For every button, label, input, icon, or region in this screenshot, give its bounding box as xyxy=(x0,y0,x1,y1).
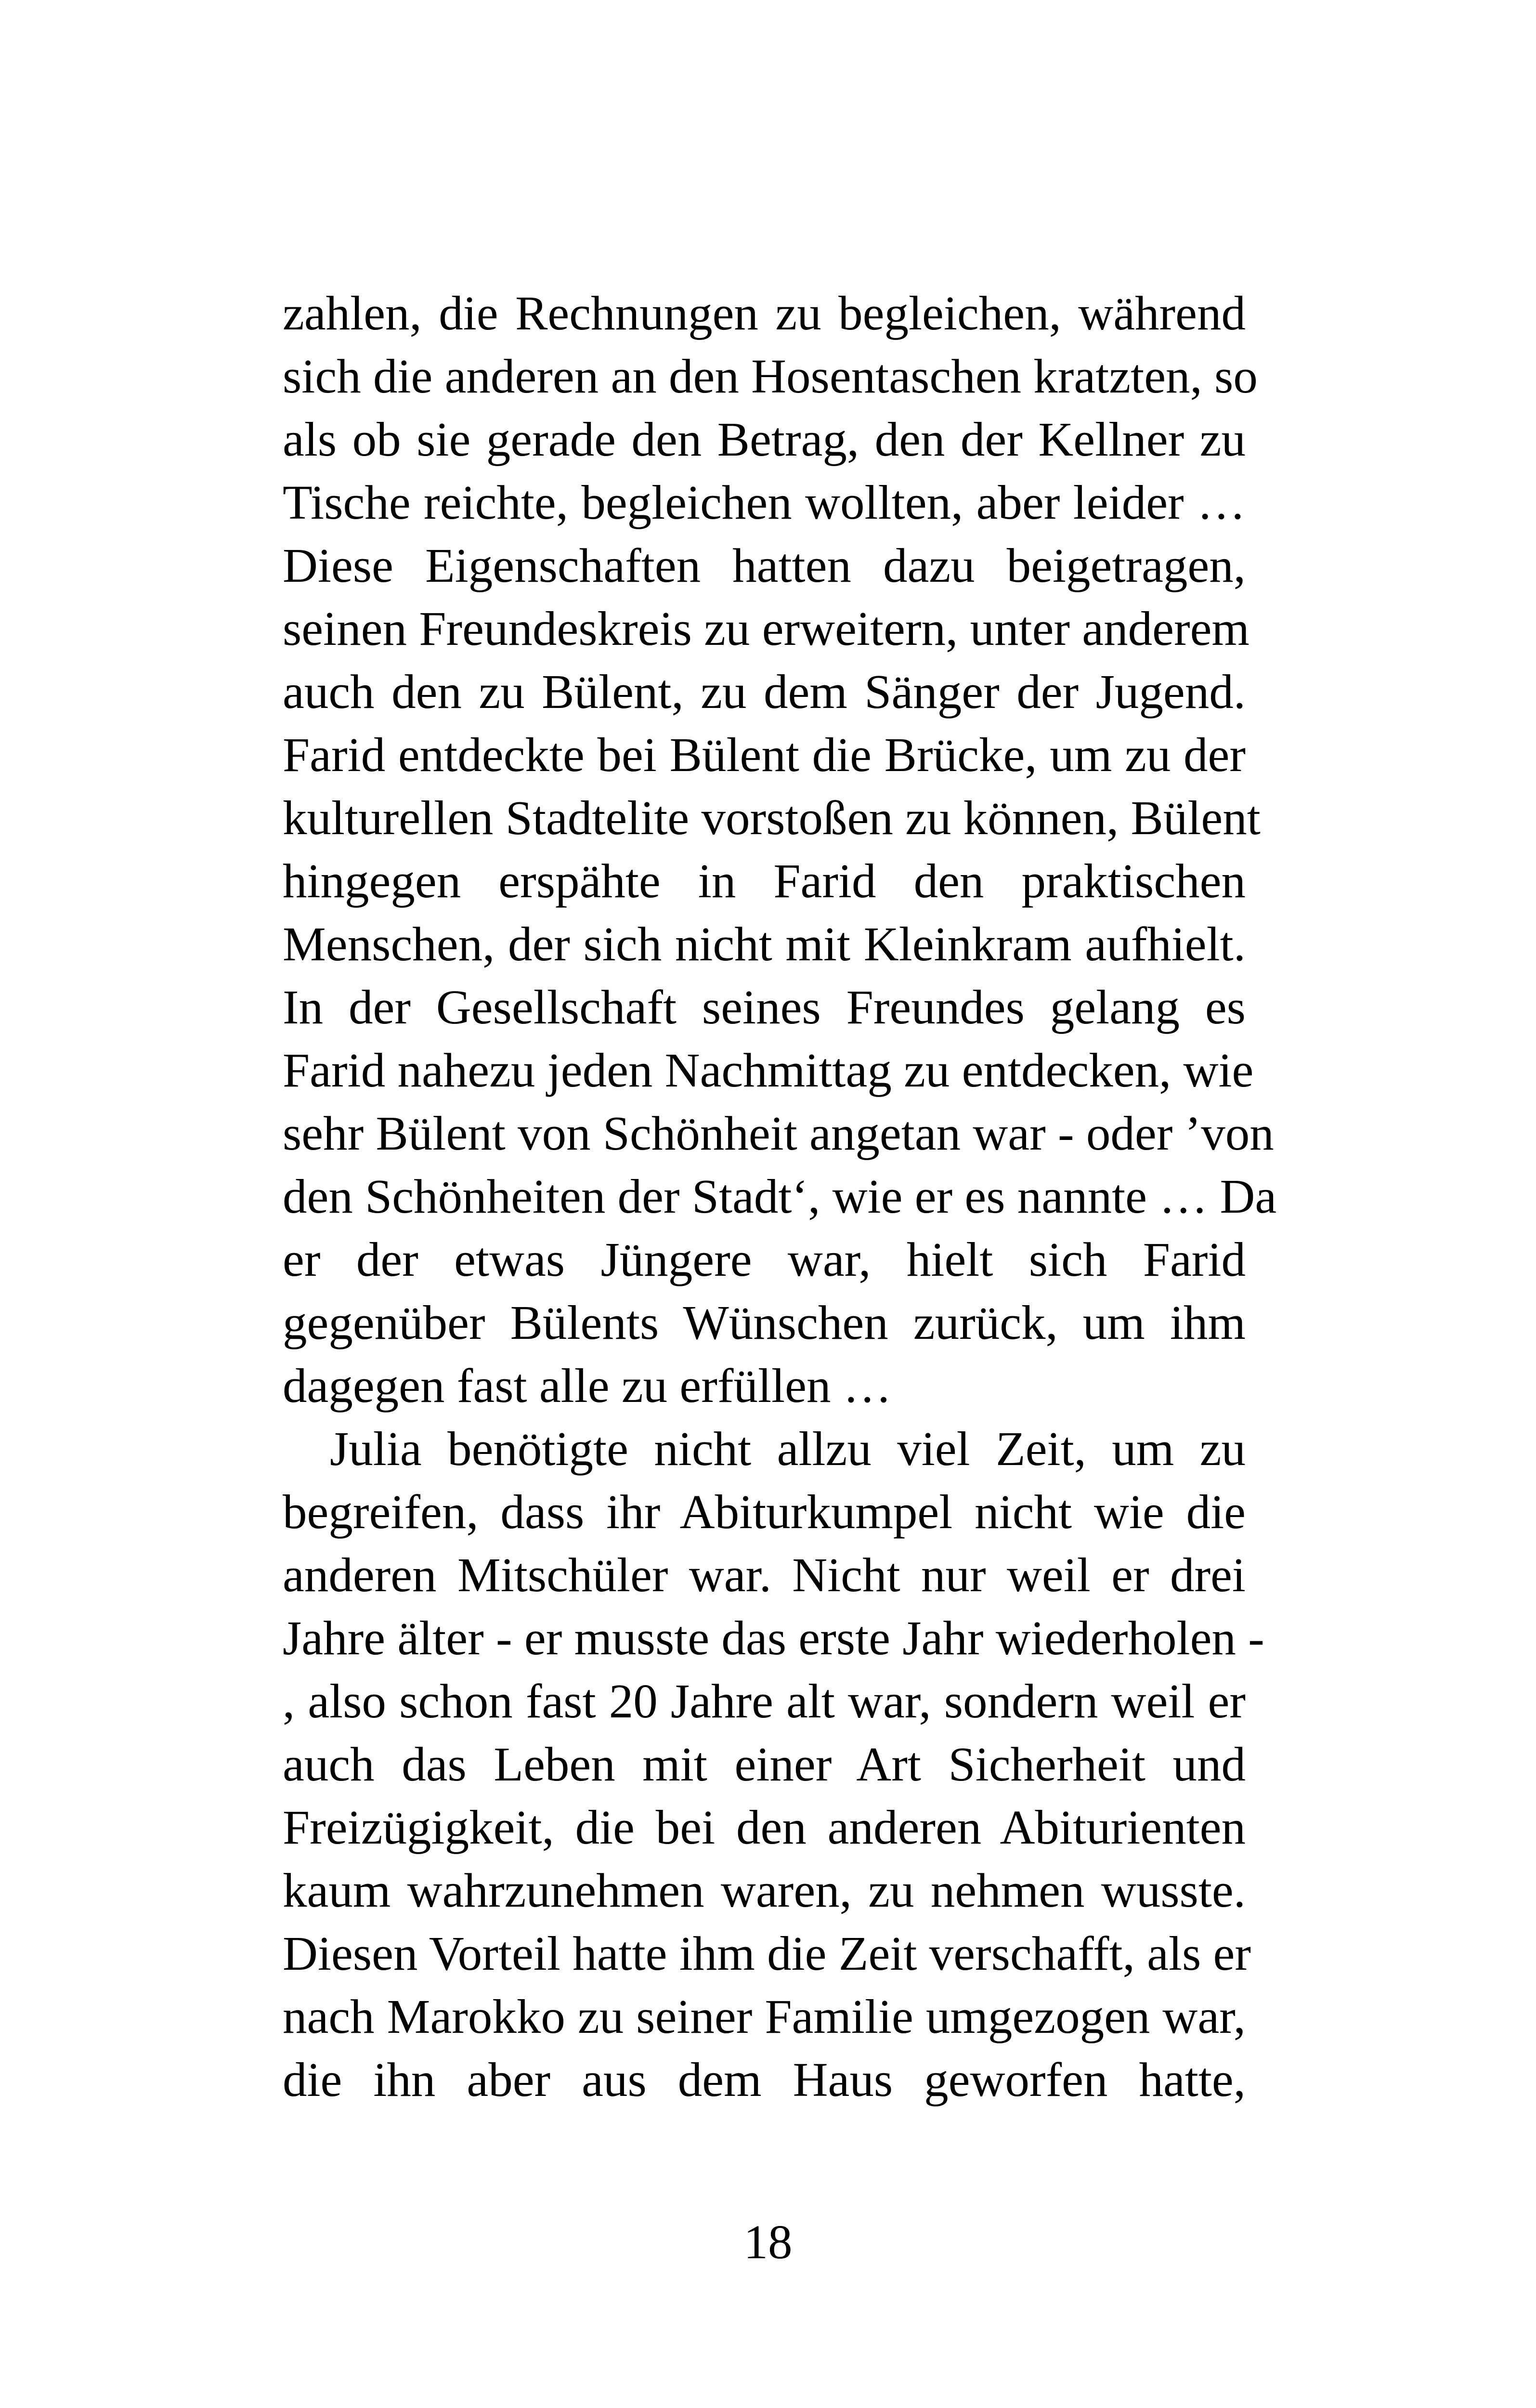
text-line: Jahre älter - er musste das erste Jahr wiederholen - xyxy=(283,1611,1264,1665)
text-line: auch den zu Bülent, zu dem Sänger der Jugend. xyxy=(283,665,1246,719)
text-line: gegenüber Bülents Wünschen zurück, um ihm xyxy=(283,1296,1246,1349)
text-line: Freizügigkeit, die bei den anderen Abiturienten xyxy=(283,1800,1246,1854)
text-line: den Schönheiten der Stadt‘, wie er es nannte … Da xyxy=(283,1169,1277,1223)
paragraph-start-line: Julia benötigte nicht allzu viel Zeit, um zu xyxy=(330,1422,1246,1476)
text-line: er der etwas Jüngere war, hielt sich Farid xyxy=(283,1232,1246,1286)
text-line: Diese Eigenschaften hatten dazu beigetragen, xyxy=(283,538,1246,592)
text-line: Diesen Vorteil hatte ihm die Zeit verschafft, als er xyxy=(283,1926,1251,1980)
text-line: Farid nahezu jeden Nachmittag zu entdecken, wie xyxy=(283,1043,1254,1097)
text-line: seinen Freundeskreis zu erweitern, unter anderem xyxy=(283,602,1250,655)
text-line: die ihn aber aus dem Haus geworfen hatte, xyxy=(283,2053,1246,2107)
text-line: begreifen, dass ihr Abiturkumpel nicht wie die xyxy=(283,1485,1246,1539)
text-line: kulturellen Stadtelite vorstoßen zu können, Bülent xyxy=(283,791,1261,845)
text-line: hingegen erspähte in Farid den praktischen xyxy=(283,854,1246,908)
text-line: Tische reichte, begleichen wollten, aber leider … xyxy=(283,475,1246,529)
text-line: , also schon fast 20 Jahre alt war, sondern weil er xyxy=(283,1674,1246,1728)
text-line: In der Gesellschaft seines Freundes gelang es xyxy=(283,980,1246,1034)
paragraph-end-line: dagegen fast alle zu erfüllen … xyxy=(283,1359,892,1413)
text-line: nach Marokko zu seiner Familie umgezogen war, xyxy=(283,1989,1246,2043)
text-line: kaum wahrzunehmen waren, zu nehmen wusste. xyxy=(283,1863,1246,1917)
text-line: anderen Mitschüler war. Nicht nur weil er drei xyxy=(283,1548,1246,1602)
text-line: auch das Leben mit einer Art Sicherheit und xyxy=(283,1737,1246,1791)
text-line: als ob sie gerade den Betrag, den der Kellner zu xyxy=(283,412,1246,466)
body-text xyxy=(283,282,1277,2111)
text-line: sich die anderen an den Hosentaschen kratzten, so xyxy=(283,349,1258,403)
text-line: Farid entdeckte bei Bülent die Brücke, um zu der xyxy=(283,728,1246,782)
text-line: sehr Bülent von Schönheit angetan war - oder ’von xyxy=(283,1106,1274,1160)
page-number: 18 xyxy=(743,2215,793,2269)
text-line: Menschen, der sich nicht mit Kleinkram aufhielt. xyxy=(283,917,1246,971)
text-line: zahlen, die Rechnungen zu begleichen, während xyxy=(283,286,1246,340)
